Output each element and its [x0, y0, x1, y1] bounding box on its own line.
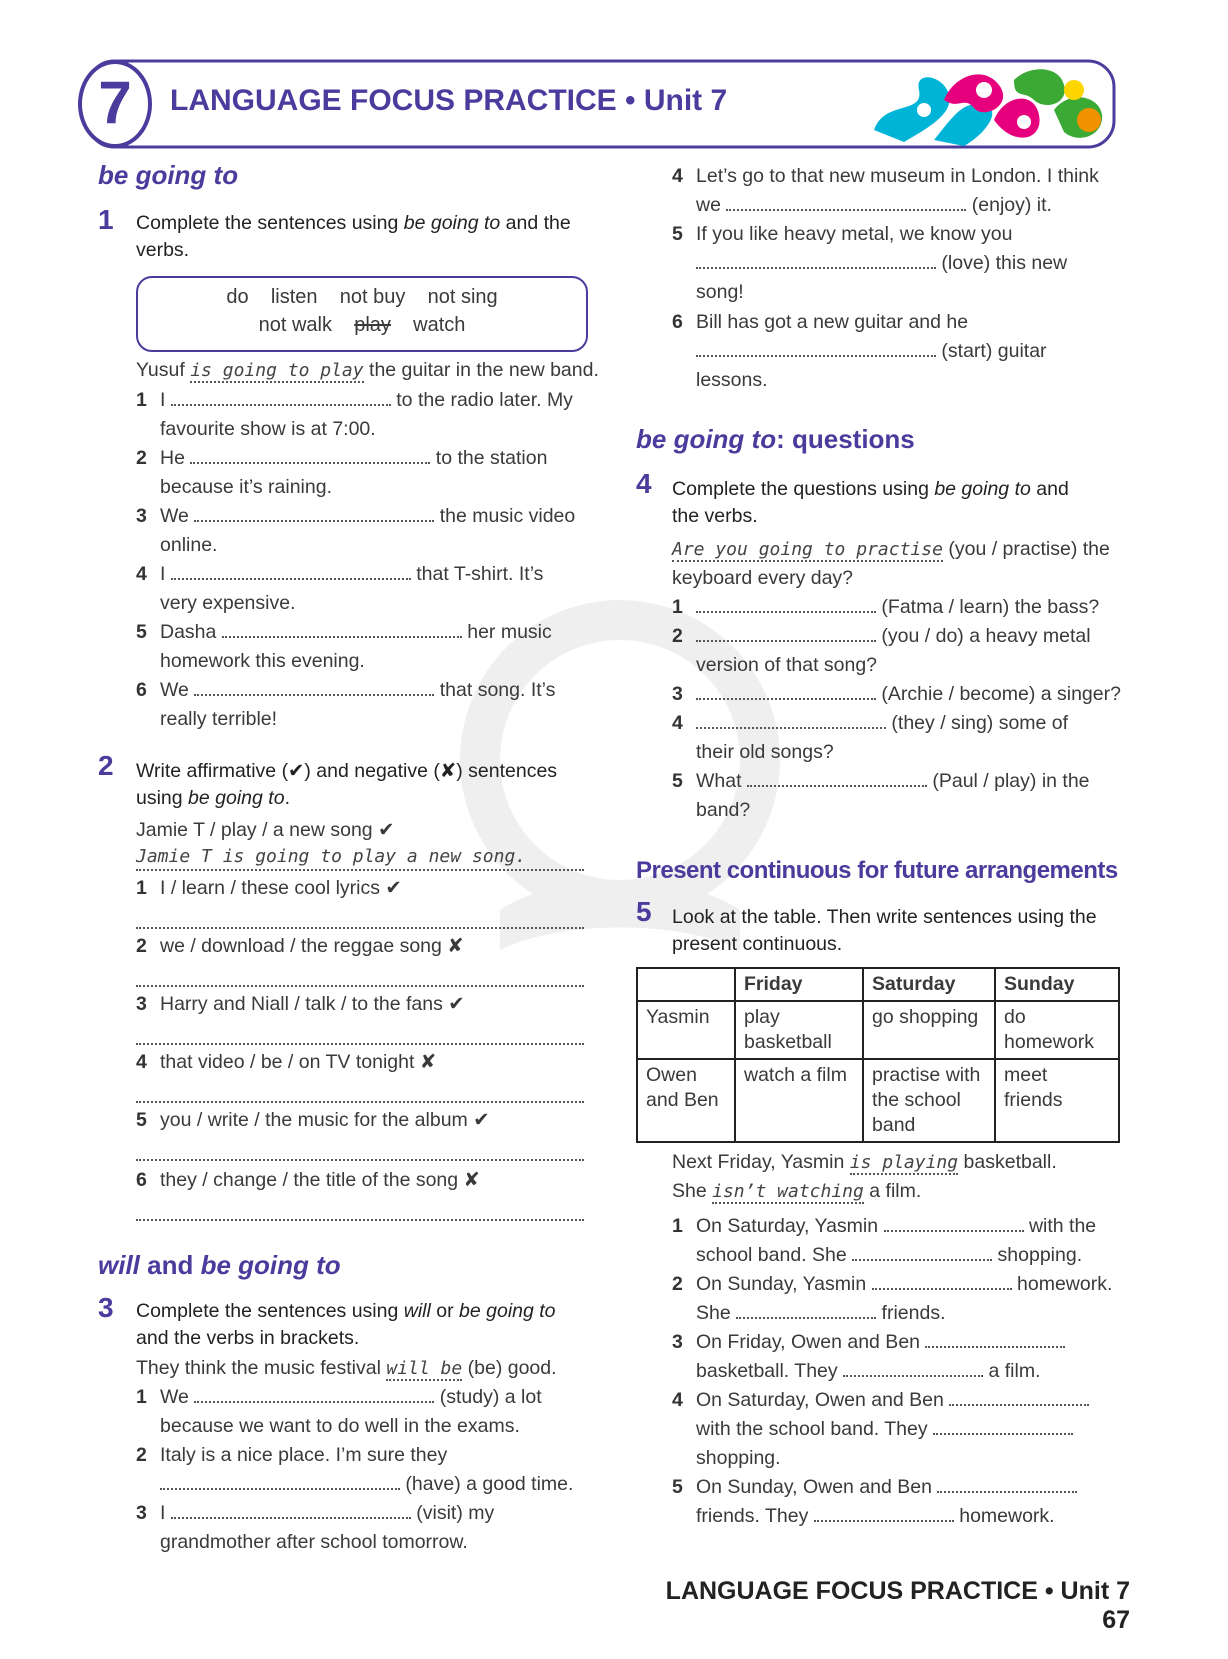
example-answer: is going to play — [190, 360, 364, 381]
ex2-item-2: 2 we / download / the reggae song ✘ — [136, 935, 464, 957]
answer-blank[interactable] — [925, 1345, 1065, 1348]
example-answer: Jamie T is going to play a new song. — [136, 844, 584, 871]
example-answer: Are you going to practise — [672, 539, 943, 560]
example-line: They think the music festival will be (be) good. — [136, 1357, 557, 1379]
section-title-will-and-be-going-to: will and be going to — [98, 1250, 341, 1280]
answer-line[interactable] — [136, 984, 584, 987]
ex3-item-1: 1 We (study) a lot because we want to do well in the exams. — [136, 1386, 542, 1437]
exercise-instruction: Complete the sentences using will or be going to and the verbs in brackets. — [136, 1300, 556, 1349]
answer-line[interactable] — [136, 1218, 584, 1221]
section-title-present-continuous: Present continuous for future arrangements — [636, 857, 1118, 884]
table-cell: practise with the school band — [863, 1059, 995, 1142]
footer-title: LANGUAGE FOCUS PRACTICE • Unit 7 — [665, 1577, 1130, 1605]
ex2-item-4: 4 that video / be / on TV tonight ✘ — [136, 1051, 437, 1073]
ex4-item-4: 4 (they / sing) some of their old songs? — [672, 712, 1069, 763]
header-title: LANGUAGE FOCUS PRACTICE • Unit 7 — [170, 84, 728, 117]
table-header: Saturday — [863, 968, 995, 1001]
unit-number: 7 — [98, 69, 132, 136]
answer-line[interactable] — [136, 926, 584, 929]
answer-blank[interactable] — [171, 403, 391, 406]
ex1-item-1: 1 I to the radio later. My favourite show is at 7:00. — [136, 389, 573, 440]
ex4-item-1: 1 (Fatma / learn) the bass? — [672, 596, 1100, 618]
answer-blank[interactable] — [747, 784, 927, 787]
table-cell: play basketball — [735, 1001, 863, 1059]
answer-blank[interactable] — [937, 1490, 1077, 1493]
ex1-item-6: 6 We that song. It’s really terrible! — [136, 679, 556, 730]
table-cell: do homework — [995, 1001, 1119, 1059]
example-line: Are you going to practise (you / practise) the keyboard every day? — [672, 538, 1110, 589]
table-cell: Yasmin — [637, 1001, 735, 1059]
exercise-instruction: Complete the sentences using be going to and the verbs. — [136, 212, 571, 261]
answer-blank[interactable] — [726, 208, 966, 211]
answer-blank[interactable] — [843, 1374, 983, 1377]
ex3-item-2: 2 Italy is a nice place. I’m sure they (have) a good time. — [136, 1444, 574, 1495]
ex5-item-3: 3 On Friday, Owen and Ben basketball. They a film. — [672, 1328, 1162, 1386]
ex4-item-5: 5 What (Paul / play) in the band? — [672, 770, 1090, 821]
ex4-item-2: 2 (you / do) a heavy metal version of that song? — [672, 625, 1091, 676]
ex3-item-5: 5 If you like heavy metal, we know you (love) this new song! — [672, 223, 1068, 303]
ex2-item-1: 1 I / learn / these cool lyrics ✔ — [136, 877, 402, 899]
word-box-line1: do listen not buy not sing — [226, 286, 498, 308]
ex1-item-5: 5 Dasha her music homework this evening. — [136, 621, 552, 672]
exercise-instruction: Write affirmative (✔) and negative (✘) sentences using be going to. — [136, 760, 558, 809]
table-cell — [637, 968, 735, 1001]
answer-blank[interactable] — [736, 1316, 876, 1319]
answer-blank[interactable] — [194, 693, 434, 696]
table-header: Sunday — [995, 968, 1119, 1001]
answer-blank[interactable] — [933, 1432, 1073, 1435]
answer-blank[interactable] — [222, 635, 462, 638]
table-row — [637, 1059, 1119, 1142]
answer-blank[interactable] — [696, 697, 876, 700]
footer — [630, 1577, 1130, 1635]
answer-blank[interactable] — [190, 461, 430, 464]
ex1-item-4: 4 I that T-shirt. It’s very expensive. — [136, 563, 544, 614]
section-title-questions: be going to: questions — [636, 424, 915, 454]
example-line: Next Friday, Yasmin is playing basketball. She isn’t watching a film. — [672, 1151, 1057, 1202]
table-cell: meet friends — [995, 1059, 1119, 1142]
ex3-item-6: 6 Bill has got a new guitar and he (start) guitar lessons. — [672, 311, 1047, 391]
exercise-number: 2 — [98, 750, 114, 781]
table-header-row — [637, 968, 1119, 1001]
ex3-item-4: 4 Let’s go to that new museum in London. I think we (enjoy) it. — [672, 165, 1099, 216]
ex2-item-5: 5 you / write / the music for the album ✔ — [136, 1109, 490, 1131]
answer-blank[interactable] — [696, 354, 936, 357]
page-number: 67 — [1102, 1606, 1130, 1634]
answer-blank[interactable] — [194, 1400, 434, 1403]
exercise-number: 3 — [98, 1292, 114, 1323]
ex5-item-5: 5 On Sunday, Owen and Ben friends. They homework. — [672, 1473, 1162, 1531]
struck-word: play — [354, 314, 391, 336]
answer-blank[interactable] — [696, 266, 936, 269]
example-answer: is playing — [849, 1152, 959, 1173]
exercise-number: 4 — [636, 468, 652, 499]
exercise-number: 1 — [98, 204, 114, 235]
answer-blank[interactable] — [884, 1229, 1024, 1232]
section-title-be-going-to: be going to — [98, 160, 239, 190]
answer-line[interactable] — [136, 1158, 584, 1161]
answer-blank[interactable] — [160, 1487, 400, 1490]
word-box-line2: not walk play watch — [258, 314, 466, 336]
schedule-table — [636, 967, 1120, 1143]
ex1-item-3: 3 We the music video online. — [136, 505, 576, 556]
word-box — [136, 276, 588, 352]
example-answer: will be — [386, 1358, 463, 1379]
ex5-item-2: 2 On Sunday, Yasmin homework. She friends. — [672, 1273, 1113, 1324]
exercise-instruction: Look at the table. Then write sentences using the present continuous. — [672, 906, 1097, 955]
ex5-item-4: 4 On Saturday, Owen and Ben with the school band. They shopping. — [672, 1386, 1162, 1473]
example-line: Yusuf is going to play the guitar in the new band. — [136, 359, 599, 381]
answer-blank[interactable] — [814, 1519, 954, 1522]
answer-blank[interactable] — [171, 1516, 411, 1519]
exercise-instruction: Complete the questions using be going to and the verbs. — [672, 478, 1069, 527]
answer-line[interactable] — [136, 1100, 584, 1103]
answer-line[interactable] — [136, 1042, 584, 1045]
table-cell: watch a film — [735, 1059, 863, 1142]
ex5-item-1: 1 On Saturday, Yasmin with the school band. She shopping. — [672, 1215, 1097, 1266]
table-header: Friday — [735, 968, 863, 1001]
answer-blank[interactable] — [949, 1403, 1089, 1406]
header-banner — [78, 58, 1118, 150]
answer-blank[interactable] — [194, 519, 434, 522]
answer-blank[interactable] — [171, 577, 411, 580]
ex2-item-6: 6 they / change / the title of the song ✘ — [136, 1169, 480, 1191]
ex2-item-3: 3 Harry and Niall / talk / to the fans ✔ — [136, 993, 465, 1015]
ex3-item-3: 3 I (visit) my grandmother after school tomorrow. — [136, 1502, 495, 1553]
exercise-number: 5 — [636, 896, 652, 927]
example-answer: isn’t watching — [712, 1181, 864, 1202]
answer-blank[interactable] — [696, 610, 876, 613]
ex4-item-3: 3 (Archie / become) a singer? — [672, 683, 1121, 705]
answer-blank[interactable] — [872, 1287, 1012, 1290]
table-cell: go shopping — [863, 1001, 995, 1059]
example-prompt: Jamie T / play / a new song ✔ — [136, 819, 395, 841]
table-cell: Owen and Ben — [637, 1059, 735, 1142]
ex1-item-2: 2 He to the station because it’s raining. — [136, 447, 548, 498]
decorative-blobs-icon — [864, 60, 1114, 150]
answer-blank[interactable] — [696, 726, 886, 729]
answer-blank[interactable] — [852, 1258, 992, 1261]
answer-blank[interactable] — [696, 639, 876, 642]
table-row — [637, 1001, 1119, 1059]
